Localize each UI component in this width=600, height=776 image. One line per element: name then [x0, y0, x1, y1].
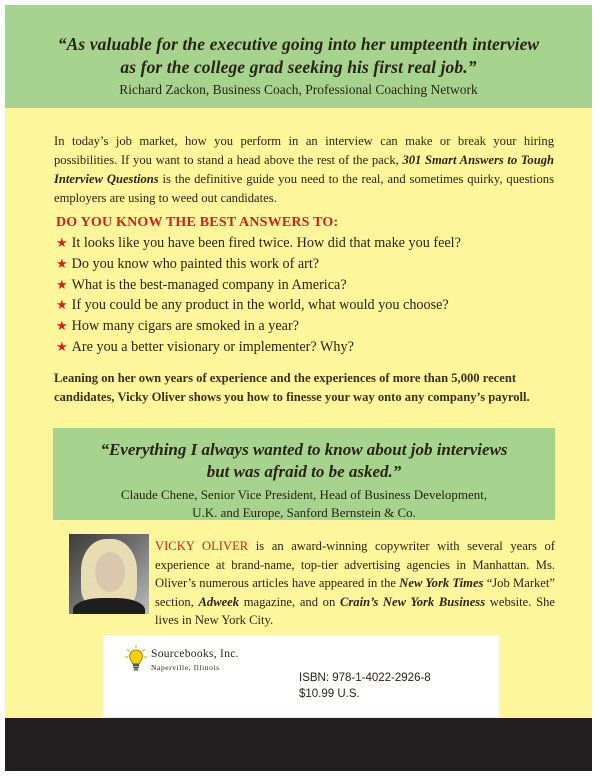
list-item: [56, 275, 461, 296]
mid-quote-line-2: but was afraid to be asked.”: [206, 462, 402, 481]
question-text: What is the best-managed company in America?: [71, 276, 347, 293]
author-bio: [155, 537, 555, 630]
question-text: It looks like you have been fired twice. How did that make you feel?: [71, 235, 461, 251]
list-item: [56, 295, 461, 316]
author-body: [73, 598, 145, 614]
top-quote-band: [5, 5, 592, 108]
top-quote-attribution: Richard Zackon, Business Coach, Professional Coaching Network: [119, 82, 478, 97]
book-title: 301 Smart Answers to Tough Interview Questions: [54, 153, 555, 186]
list-item: [56, 233, 461, 254]
star-icon: ★: [56, 338, 68, 354]
mid-quote-line-1: “Everything I always wanted to know about job interviews: [100, 440, 508, 459]
questions-heading: DO YOU KNOW THE BEST ANSWERS TO:: [56, 215, 339, 230]
star-icon: ★: [56, 235, 68, 250]
bio-text: website. She lives in New York City.: [155, 594, 555, 627]
list-item: [56, 316, 461, 337]
question-text: If you could be any product in the world, what would you choose?: [71, 297, 449, 314]
mid-quote-attribution-line-2: U.K. and Europe, Sanford Bernstein & Co.: [192, 505, 416, 520]
bio-text: “Job Market” section,: [155, 576, 555, 609]
author-face: [95, 552, 125, 592]
list-item: [56, 254, 461, 275]
isbn-number: ISBN: 978-1-4022-2926-8: [299, 672, 431, 684]
publisher-name: Sourcebooks, Inc.: [151, 648, 239, 660]
bio-text: is an award-winning copywriter with several years of experience at brand-name, top-tier advertising agencies in Manhattan. Ms. Oliver’s numerous articles have appeared in the: [155, 539, 556, 590]
top-quote-line-1: “As valuable for the executive going into her umpteenth interview: [57, 34, 540, 54]
publication-name: Adweek: [198, 594, 240, 609]
list-item: [56, 337, 461, 358]
summary-paragraph: Leaning on her own years of experience and the experiences of more than 5,000 recent candidates, Vicky Oliver shows you how to finesse your way onto any company’s payroll.: [54, 371, 530, 404]
top-quote-line-2: as for the college grad seeking his first real job.”: [120, 57, 477, 77]
mid-quote-band: [53, 428, 555, 520]
bio-text: magazine, and on: [239, 594, 340, 609]
mid-quote-attribution-line-1: Claude Chene, Senior Vice President, Head of Business Development,: [120, 487, 488, 502]
question-text: Are you a better visionary or implementer? Why?: [71, 338, 354, 355]
publication-name: New York Times: [399, 576, 484, 590]
isbn-block: [299, 670, 431, 702]
author-photo: [69, 534, 149, 614]
back-cover: [5, 5, 592, 771]
questions-list: [56, 233, 461, 358]
publisher-box: [103, 635, 499, 717]
question-text: Do you know who painted this work of art?: [71, 255, 320, 272]
star-icon: ★: [56, 255, 68, 271]
intro-text-after: is the definitive guide you need to the real, and sometimes quirky, questions employers are using to weed out candidates.: [54, 172, 554, 205]
bottom-band: [5, 718, 592, 771]
intro-paragraph: [54, 132, 554, 208]
star-icon: ★: [56, 318, 68, 334]
price: $10.99 U.S.: [299, 688, 360, 700]
question-text: How many cigars are smoked in a year?: [71, 318, 299, 335]
mid-quote-attribution: [53, 486, 555, 522]
publication-name: Crain’s New York Business: [339, 594, 486, 609]
lightbulb-icon: [125, 645, 147, 673]
publisher-city: Naperville, Illinois: [151, 663, 220, 672]
star-icon: ★: [56, 276, 68, 292]
mid-quote: [53, 439, 555, 483]
star-icon: ★: [56, 297, 68, 313]
intro-text-before: In today’s job market, how you perform in an interview can make or break your hiring possibilities. If you want to stand a head above the rest of the pack,: [54, 134, 554, 167]
top-quote: [5, 33, 592, 79]
author-name: VICKY OLIVER: [155, 539, 249, 553]
